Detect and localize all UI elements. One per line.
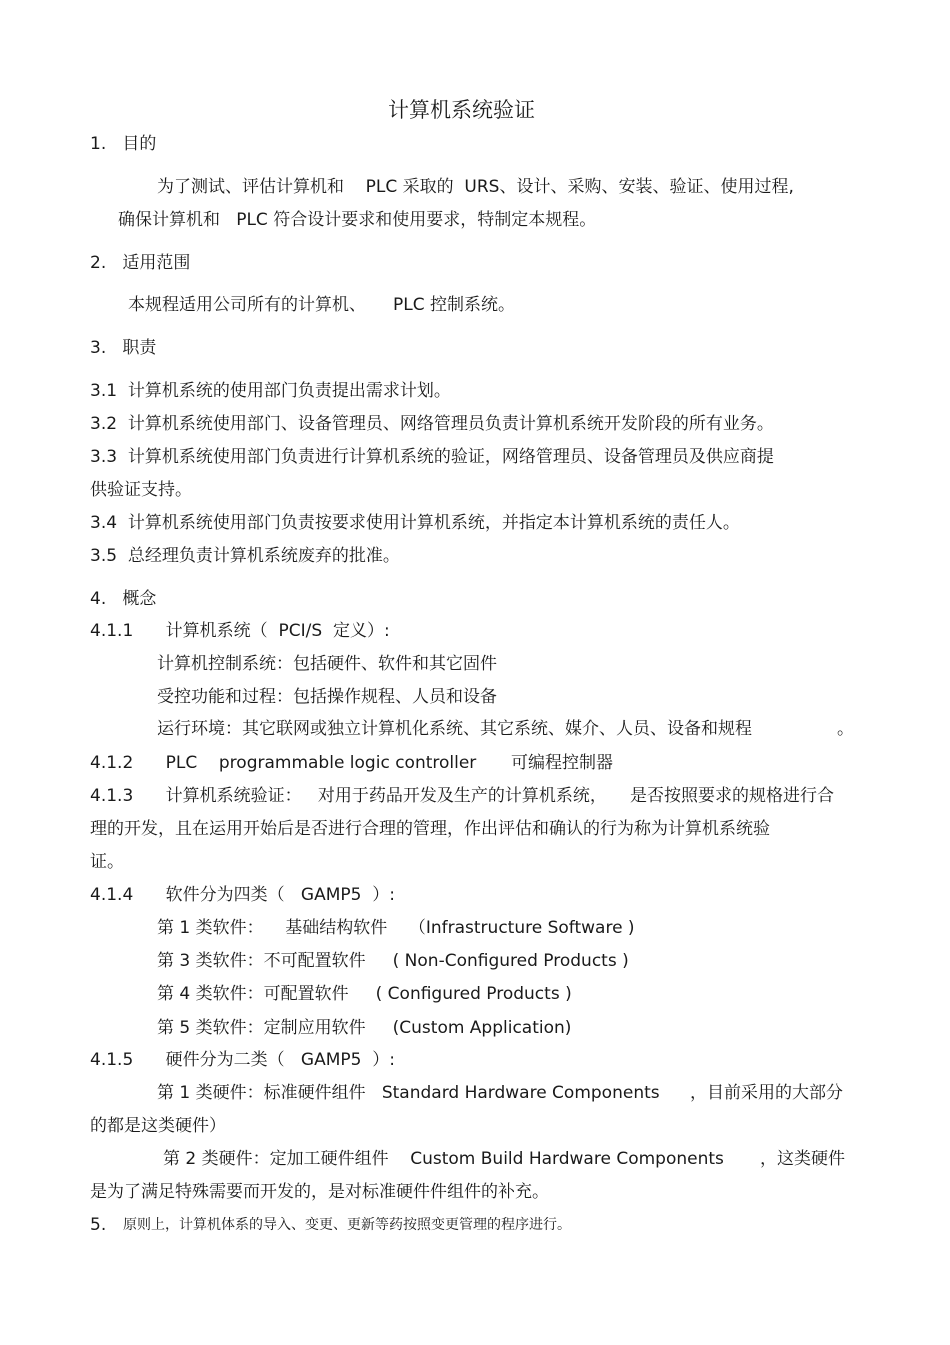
section-4-1-1-item-c: 运行环境：其它联网或独立计算机化系统、其它系统、媒介、人员、设备和规程 xyxy=(157,719,752,739)
hardware-category-1-line1: 第 1 类硬件：标准硬件组件 Standard Hardware Components xyxy=(157,1083,660,1103)
section-4-1-3-line2: 理的开发，且在运用开始后是否进行合理的管理，作出评估和确认的行为称为计算机系统验 xyxy=(90,819,770,839)
hardware-category-1-line1-right: ，目前采用的大部分 xyxy=(690,1083,843,1103)
section-1-text-line2: 确保计算机和 PLC 符合设计要求和使用要求，特制定本规程。 xyxy=(118,210,597,230)
section-1-heading: 1. 目的 xyxy=(90,134,157,154)
software-category-1: 第 1 类软件： 基础结构软件 （Infrastructure Software ) xyxy=(157,918,635,938)
section-4-1-4: 4.1.4 软件分为四类（ GAMP5 ）: xyxy=(90,885,395,905)
section-2-heading: 2. 适用范围 xyxy=(90,253,191,273)
software-category-3: 第 3 类软件：不可配置软件 ( Non-Configured Products ) xyxy=(157,951,629,971)
software-category-5: 第 5 类软件：定制应用软件 (Custom Application) xyxy=(157,1018,572,1038)
section-4-1-1-item-c-end: 。 xyxy=(837,719,854,739)
hardware-category-2-line1: 第 2 类硬件：定加工硬件组件 Custom Build Hardware Components xyxy=(163,1149,724,1169)
section-3-2: 3.2 计算机系统使用部门、设备管理员、网络管理员负责计算机系统开发阶段的所有业务。 xyxy=(90,414,774,434)
section-2-text: 本规程适用公司所有的计算机、 PLC 控制系统。 xyxy=(128,295,516,315)
hardware-category-2-line1-right: ，这类硬件 xyxy=(760,1149,845,1169)
section-4-heading: 4. 概念 xyxy=(90,589,157,609)
section-4-1-1: 4.1.1 计算机系统（ PCI/S 定义）: xyxy=(90,621,390,641)
software-category-4: 第 4 类软件：可配置软件 ( Configured Products ) xyxy=(157,984,572,1004)
section-3-4: 3.4 计算机系统使用部门负责按要求使用计算机系统，并指定本计算机系统的责任人。 xyxy=(90,513,740,533)
hardware-category-1-line2: 的都是这类硬件） xyxy=(90,1116,226,1136)
section-3-heading: 3. 职责 xyxy=(90,338,157,358)
section-1-text-line1: 为了测试、评估计算机和 PLC 采取的 URS、设计、采购、安装、验证、使用过程, xyxy=(157,177,794,197)
section-4-1-1-item-b: 受控功能和过程：包括操作规程、人员和设备 xyxy=(157,687,497,707)
document-title: 计算机系统验证 xyxy=(388,98,535,122)
section-5-text: 原则上，计算机体系的导入、变更、更新等药按照变更管理的程序进行。 xyxy=(123,1217,571,1233)
section-4-1-3-line3: 证。 xyxy=(90,852,124,872)
hardware-category-2-line2: 是为了满足特殊需要而开发的，是对标准硬件件组件的补充。 xyxy=(90,1182,549,1202)
section-3-5: 3.5 总经理负责计算机系统废弃的批准。 xyxy=(90,546,400,566)
section-4-1-2-cn: 可编程控制器 xyxy=(511,753,613,773)
section-3-3-line1: 3.3 计算机系统使用部门负责进行计算机系统的验证，网络管理员、设备管理员及供应商提 xyxy=(90,447,774,467)
section-4-1-3-line1-right: 是否按照要求的规格进行合 xyxy=(630,786,834,806)
section-4-1-2: 4.1.2 PLC programmable logic controller xyxy=(90,753,477,773)
section-3-3-line2: 供验证支持。 xyxy=(90,480,192,500)
section-4-1-3-line1: 4.1.3 计算机系统验证： 对用于药品开发及生产的计算机系统， xyxy=(90,786,607,806)
section-5-number: 5. xyxy=(90,1215,107,1235)
section-4-1-5: 4.1.5 硬件分为二类（ GAMP5 ）: xyxy=(90,1050,395,1070)
section-4-1-1-item-a: 计算机控制系统：包括硬件、软件和其它固件 xyxy=(157,654,497,674)
section-3-1: 3.1 计算机系统的使用部门负责提出需求计划。 xyxy=(90,381,451,401)
